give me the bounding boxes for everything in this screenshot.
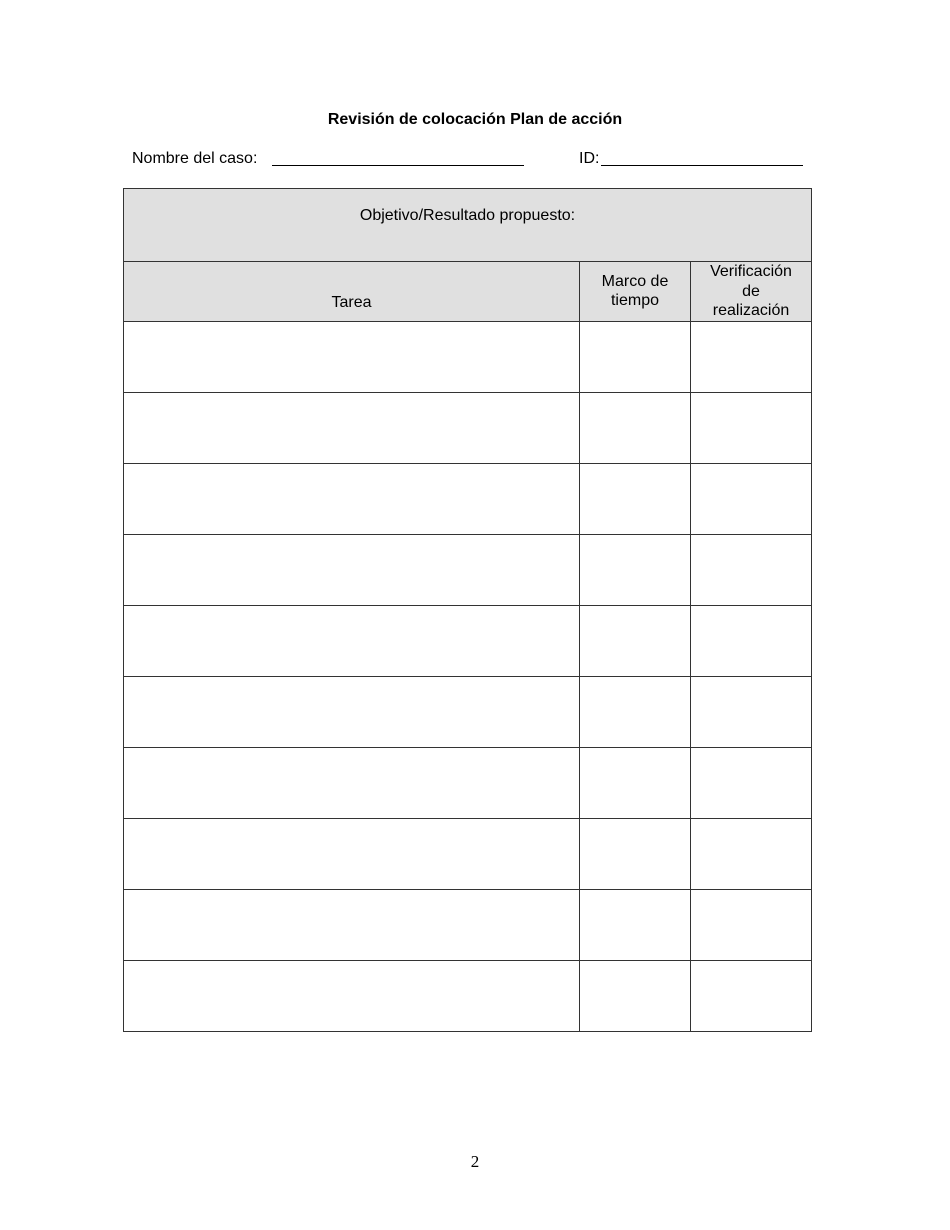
time-frame-cell[interactable] [580, 605, 691, 676]
case-name-field[interactable] [272, 165, 524, 166]
time-frame-cell[interactable] [580, 392, 691, 463]
task-cell[interactable] [124, 889, 580, 960]
case-name-label: Nombre del caso: [132, 150, 258, 167]
objective-row [124, 189, 812, 262]
task-cell[interactable] [124, 534, 580, 605]
task-cell[interactable] [124, 392, 580, 463]
header-verification-line2: de [742, 282, 760, 300]
header-verification-line1: Verificación [710, 263, 792, 280]
task-cell[interactable] [124, 818, 580, 889]
verification-cell[interactable] [691, 463, 812, 534]
objective-cell[interactable] [124, 189, 812, 262]
time-frame-cell[interactable] [580, 818, 691, 889]
header-task [124, 262, 580, 322]
verification-cell[interactable] [691, 818, 812, 889]
time-frame-cell[interactable] [580, 534, 691, 605]
table-row [124, 321, 812, 392]
task-cell[interactable] [124, 321, 580, 392]
verification-cell[interactable] [691, 392, 812, 463]
id-label: ID: [579, 150, 600, 167]
time-frame-cell[interactable] [580, 889, 691, 960]
header-task-label: Tarea [331, 293, 372, 311]
verification-cell[interactable] [691, 321, 812, 392]
page-title: Revisión de colocación Plan de acción [327, 111, 623, 128]
task-cell[interactable] [124, 960, 580, 1031]
verification-cell[interactable] [691, 534, 812, 605]
header-time-frame-line1: Marco de [601, 273, 669, 291]
header-time-frame [580, 262, 691, 322]
header-verification [691, 262, 812, 322]
verification-cell[interactable] [691, 676, 812, 747]
header-verification-line3: realización [712, 302, 790, 319]
table-row [124, 605, 812, 676]
verification-cell[interactable] [691, 889, 812, 960]
table-row [124, 889, 812, 960]
table-row [124, 676, 812, 747]
task-cell[interactable] [124, 463, 580, 534]
time-frame-cell[interactable] [580, 676, 691, 747]
table-row [124, 392, 812, 463]
table-row [124, 960, 812, 1031]
header-row [124, 262, 812, 322]
table-row [124, 534, 812, 605]
page-number: 2 [470, 1152, 480, 1171]
verification-cell[interactable] [691, 605, 812, 676]
header-time-frame-line2: tiempo [610, 292, 660, 310]
table-row [124, 463, 812, 534]
task-cell[interactable] [124, 676, 580, 747]
time-frame-cell[interactable] [580, 960, 691, 1031]
verification-cell[interactable] [691, 747, 812, 818]
verification-cell[interactable] [691, 960, 812, 1031]
time-frame-cell[interactable] [580, 463, 691, 534]
id-field[interactable] [601, 165, 803, 166]
action-plan-table [123, 188, 812, 1032]
table-row [124, 747, 812, 818]
time-frame-cell[interactable] [580, 321, 691, 392]
task-cell[interactable] [124, 747, 580, 818]
task-cell[interactable] [124, 605, 580, 676]
objective-label: Objetivo/Resultado propuesto: [359, 207, 576, 224]
table-row [124, 818, 812, 889]
time-frame-cell[interactable] [580, 747, 691, 818]
